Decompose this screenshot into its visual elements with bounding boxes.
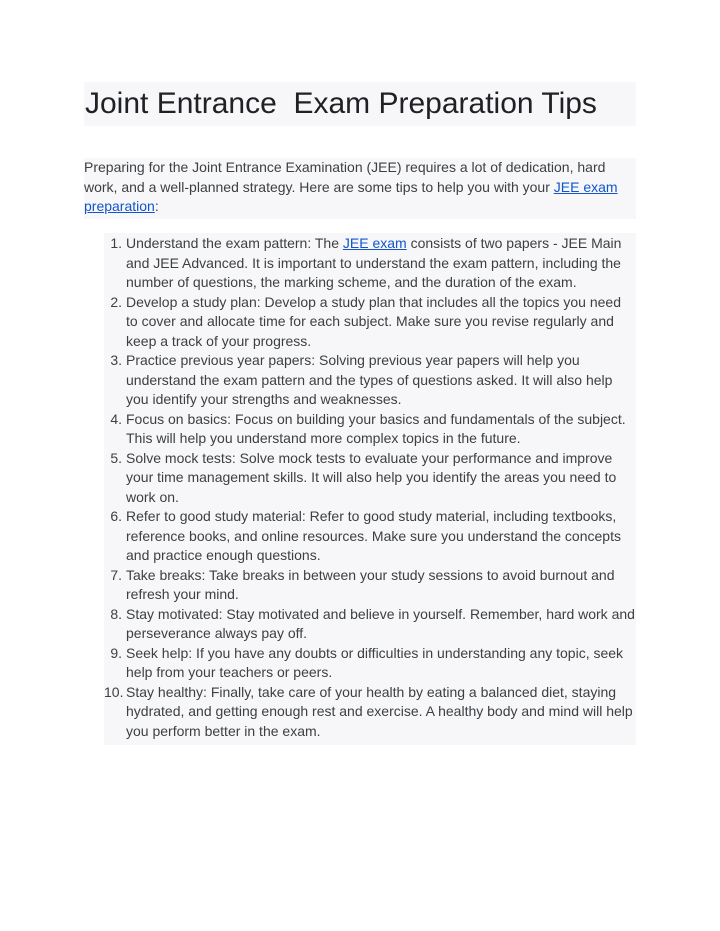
intro-paragraph <box>84 158 636 219</box>
list-item <box>104 683 636 742</box>
list-item <box>104 410 636 449</box>
intro-text: Preparing for the Joint Entrance Examination (JEE) requires a lot of dedication, hard work, and a well-planned strategy. Here are some tips to help you with your <box>84 159 606 195</box>
list-item-number: 1. <box>110 235 122 251</box>
list-item <box>104 566 636 605</box>
list-item-number: 2. <box>110 293 122 310</box>
tip-text-before: Understand the exam pattern: The <box>126 235 343 251</box>
list-item-text: Develop a study plan: Develop a study plan that includes all the topics you need to cover and allocate time for each subject. Make sure you revise regularly and keep a track of your progress. <box>126 293 621 349</box>
list-item-text: Solve mock tests: Solve mock tests to evaluate your performance and improve your time management skills. It will also help you identify the areas you need to work on. <box>126 449 617 505</box>
list-item-text: Stay motivated: Stay motivated and believe in yourself. Remember, hard work and perseverance always pay off. <box>126 605 635 641</box>
list-item <box>104 234 636 293</box>
title-block <box>84 82 636 126</box>
list-item-number: 4. <box>110 410 122 427</box>
list-item-number: 3. <box>110 352 122 368</box>
list-item-number: 5. <box>110 449 122 466</box>
list-item <box>104 351 636 410</box>
list-item-text: Focus on basics: Focus on building your basics and fundamentals of the subject. This will help you understand more complex topics in the future. <box>126 410 626 446</box>
tips-list <box>104 234 636 741</box>
jee-exam-preparation-link[interactable]: JEE exam preparation <box>84 178 618 214</box>
list-item-number: 9. <box>110 644 122 661</box>
list-item-number: 6. <box>110 508 122 524</box>
list-item-text: Refer to good study material: Refer to good study material, including textbooks, reference books, and online resources. Make sure you understand the concepts and practice enough questions. <box>126 508 621 563</box>
list-item <box>104 605 636 644</box>
jee-exam-link[interactable]: JEE exam <box>342 235 407 251</box>
tips-block <box>104 233 636 745</box>
list-item-text: Take breaks: Take breaks in between your study sessions to avoid burnout and refresh your mind. <box>126 566 615 602</box>
list-item-number: 7. <box>110 566 122 583</box>
page-title: Joint Entrance Exam Preparation Tips <box>85 87 597 120</box>
list-item-text: Seek help: If you have any doubts or difficulties in understanding any topic, seek help from your teachers or peers. <box>126 644 624 680</box>
tip-text-after: consists of two papers - JEE Main and JEE Advanced. It is important to understand the exam pattern, including the number of questions, the marking scheme, and the duration of the exam. <box>126 235 622 290</box>
list-item-text: Stay healthy: Finally, take care of your health by eating a balanced diet, staying hydrated, and getting enough rest and exercise. A healthy body and mind will help you perform better in the exam. <box>126 683 633 739</box>
list-item-number: 10. <box>104 683 124 700</box>
intro-suffix: : <box>154 198 159 214</box>
list-item <box>104 449 636 508</box>
list-item <box>104 293 636 352</box>
list-item <box>104 644 636 683</box>
list-item-text: Practice previous year papers: Solving previous year papers will help you understand the exam pattern and the types of questions asked. It will also help you identify your strengths and weaknesses. <box>126 352 613 407</box>
list-item-text <box>126 234 636 293</box>
list-item <box>104 507 636 566</box>
list-item-number: 8. <box>110 605 122 622</box>
